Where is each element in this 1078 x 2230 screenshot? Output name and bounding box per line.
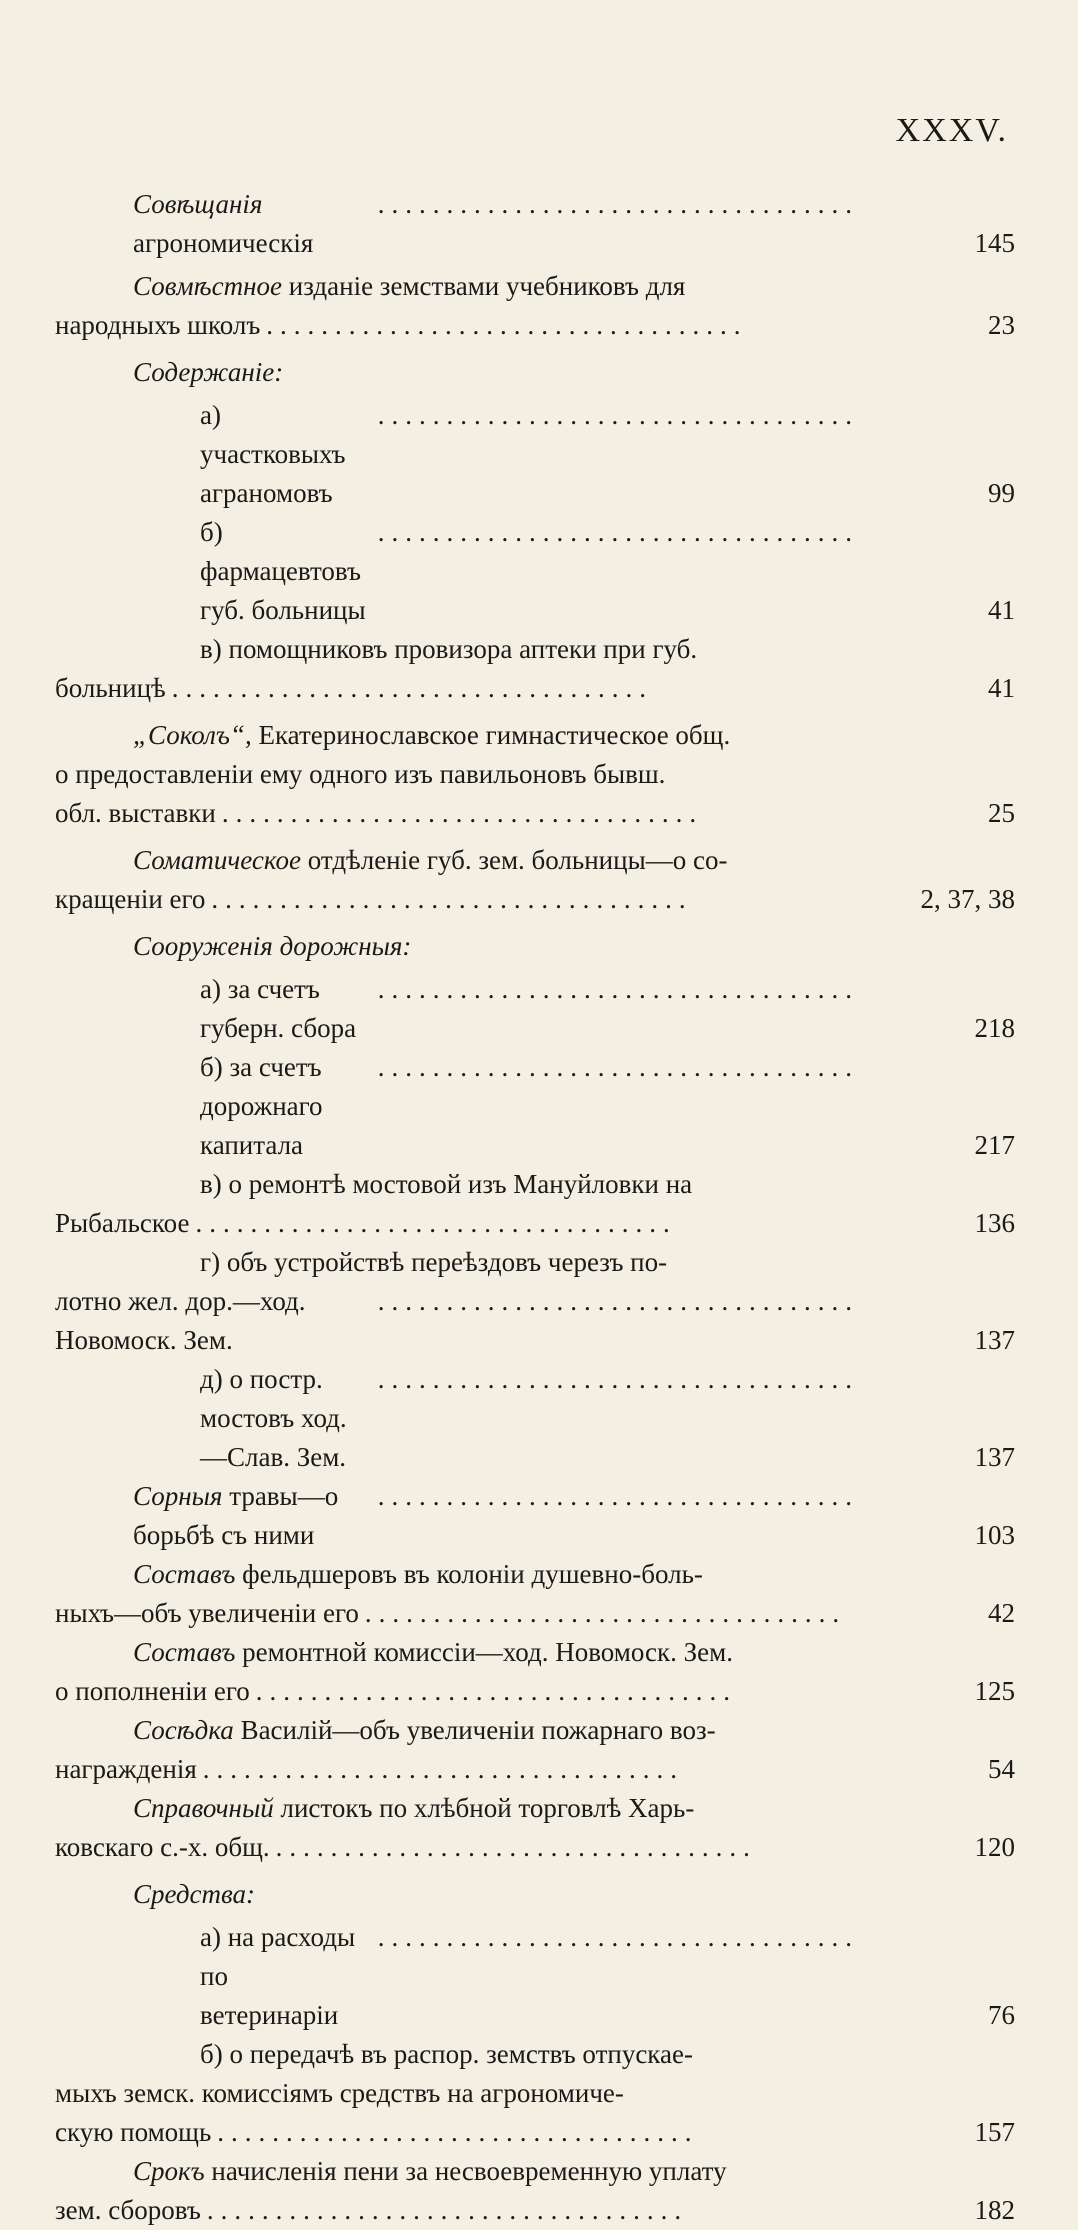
entry-text: травы—о борьбѣ съ ними xyxy=(133,1481,339,1550)
index-entry: Сорныя травы—о борьбѣ съ ними ................................... 103 xyxy=(55,1477,1015,1555)
entry-page: 157 xyxy=(974,2117,1015,2147)
entry-head: Составъ xyxy=(133,1637,236,1667)
index-entry: а) на расходы по ветеринаріи ................................... 76 xyxy=(55,1918,1015,2035)
entry-text: награжденія xyxy=(55,1754,197,1784)
entry-page: 182 xyxy=(974,2195,1015,2225)
entry-text: агрономическія xyxy=(133,228,314,258)
index-entry: в) помощниковъ провизора аптеки при губ. больницѣ ................................... 41 xyxy=(55,630,1015,708)
entry-page: 54 xyxy=(988,1754,1015,1784)
entry-text: б) за счетъ дорожнаго капитала xyxy=(200,1052,323,1160)
entry-page: 2, 37, 38 xyxy=(920,884,1015,914)
entry-page: 25 xyxy=(988,798,1015,828)
index-entry: а) участковыхъ аграномовъ ................................... 99 xyxy=(55,396,1015,513)
entry-text: ремонтной комиссіи—ход. Новомоск. Зем. xyxy=(242,1637,733,1667)
entry-head: Сосѣдка xyxy=(133,1715,234,1745)
index-entry: д) о постр. мостовъ ход.—Слав. Зем. ................................... 137 xyxy=(55,1360,1015,1477)
entry-page: 99 xyxy=(988,478,1015,508)
entry-text: а) на расходы по ветеринаріи xyxy=(200,1922,356,2030)
index-entry xyxy=(55,353,1015,392)
index-entry: Составъ фельдшеровъ въ колоніи душевно-боль- ныхъ—объ увеличеніи его ................................... 42 xyxy=(55,1555,1015,1633)
index-entry: г) объ устройствѣ переѣздовъ черезъ по- лотно жел. дор.—ход. Новомоск. Зем. ................................... 137 xyxy=(55,1243,1015,1360)
entry-head: Сооруженія дорожныя: xyxy=(133,931,412,961)
index-entry: „Соколъ“, Екатеринославское гимнастическое общ. о предоставленіи ему одного изъ павильоновъ бывш. обл. выставки ................................... 25 xyxy=(55,716,1015,833)
entry-page: 41 xyxy=(988,595,1015,625)
entry-text: Рыбальское xyxy=(55,1208,190,1238)
entry-page: 103 xyxy=(974,1520,1015,1550)
entry-text: Василій—объ увеличеніи пожарнаго воз- xyxy=(240,1715,716,1745)
entry-text: больницѣ xyxy=(55,673,166,703)
index-entry: Совѣщанія агрономическія ................................... 145 xyxy=(55,185,1015,263)
index-entry: Совмѣстное изданіе земствами учебниковъ для народныхъ школъ ................................... 23 xyxy=(55,267,1015,345)
entry-head: Совѣщанія xyxy=(133,189,263,219)
entry-text: кращеніи его xyxy=(55,884,206,914)
entry-page: 137 xyxy=(974,1442,1015,1472)
entry-text: отдѣленіе губ. зем. больницы—о со- xyxy=(307,845,728,875)
entry-text: в) помощниковъ провизора аптеки при губ. xyxy=(200,634,698,664)
index-entry xyxy=(55,927,1015,966)
entry-page: 76 xyxy=(988,2000,1015,2030)
entry-page: 125 xyxy=(974,1676,1015,1706)
entry-text: о предоставленіи ему одного изъ павильоновъ бывш. xyxy=(55,759,666,789)
index-entry: Справочный листокъ по хлѣбной торговлѣ Харь- ковскаго с.-х. общ. ................................... 120 xyxy=(55,1789,1015,1867)
index-entry: Сосѣдка Василій—объ увеличеніи пожарнаго воз- награжденія ................................... 54 xyxy=(55,1711,1015,1789)
index-entry: Срокъ начисленія пени за несвоевременную уплату зем. сборовъ ................................... 182 xyxy=(55,2152,1015,2230)
index-entry: б) о передачѣ въ распор. земствъ отпускае- мыхъ земск. комиссіямъ средствъ на агрономиче- скую помощь ................................... 157 xyxy=(55,2035,1015,2152)
entry-text: б) фармацевтовъ губ. больницы xyxy=(200,517,366,625)
entry-head: Средства: xyxy=(133,1879,255,1909)
index-entry: б) за счетъ дорожнаго капитала ................................... 217 xyxy=(55,1048,1015,1165)
entry-text: а) участковыхъ аграномовъ xyxy=(200,400,346,508)
entry-page: 218 xyxy=(974,1013,1015,1043)
entry-text: начисленія пени за несвоевременную уплату xyxy=(211,2156,727,2186)
entry-head: Срокъ xyxy=(133,2156,205,2186)
entry-page: 41 xyxy=(988,673,1015,703)
entry-page: 136 xyxy=(974,1208,1015,1238)
entry-text: ныхъ—объ увеличеніи его xyxy=(55,1598,359,1628)
entry-text: ковскаго с.-х. общ. xyxy=(55,1832,270,1862)
entry-head: Содержаніе: xyxy=(133,357,284,387)
index-entry: Составъ ремонтной комиссіи—ход. Новомоск. Зем. о пополненіи его ................................... 125 xyxy=(55,1633,1015,1711)
entry-text: о пополненіи его xyxy=(55,1676,250,1706)
entry-text: а) за счетъ губерн. сбора xyxy=(200,974,357,1043)
index-entry: а) за счетъ губерн. сбора ................................... 218 xyxy=(55,970,1015,1048)
entry-text: листокъ по хлѣбной торговлѣ Харь- xyxy=(280,1793,695,1823)
entry-text: Екатеринославское гимнастическое общ. xyxy=(258,720,731,750)
entry-page: 120 xyxy=(974,1832,1015,1862)
entry-text: лотно жел. дор.—ход. Новомоск. Зем. xyxy=(55,1286,306,1355)
entry-head: Справочный xyxy=(133,1793,274,1823)
entry-head: Сорныя xyxy=(133,1481,223,1511)
entry-text: г) объ устройствѣ переѣздовъ черезъ по- xyxy=(200,1247,668,1277)
entry-head: Совмѣстное xyxy=(133,271,283,301)
entry-text: зем. сборовъ xyxy=(55,2195,201,2225)
page-number: XXXV. xyxy=(895,112,1008,149)
entry-page: 23 xyxy=(988,310,1015,340)
entry-page: 137 xyxy=(974,1325,1015,1355)
entry-text: д) о постр. мостовъ ход.—Слав. Зем. xyxy=(200,1364,347,1472)
index-entry xyxy=(55,1875,1015,1914)
entry-page: 42 xyxy=(988,1598,1015,1628)
entry-text: фельдшеровъ въ колоніи душевно-боль- xyxy=(242,1559,703,1589)
entry-text: изданіе земствами учебниковъ для xyxy=(288,271,686,301)
entry-text: в) о ремонтѣ мостовой изъ Мануйловки на xyxy=(200,1169,693,1199)
entry-text: народныхъ школъ xyxy=(55,310,261,340)
entry-head: „Соколъ“, xyxy=(133,720,252,750)
index-list xyxy=(55,185,1015,2230)
entry-text: обл. выставки xyxy=(55,798,216,828)
entry-text: б) о передачѣ въ распор. земствъ отпускае- xyxy=(200,2039,693,2069)
index-entry: б) фармацевтовъ губ. больницы ................................... 41 xyxy=(55,513,1015,630)
entry-head: Составъ xyxy=(133,1559,236,1589)
entry-text: скую помощь xyxy=(55,2117,212,2147)
entry-page: 217 xyxy=(974,1130,1015,1160)
index-entry: Соматическое отдѣленіе губ. зем. больницы—о со- кращеніи его ................................... 2, 37, 38 xyxy=(55,841,1015,919)
index-entry: в) о ремонтѣ мостовой изъ Мануйловки на Рыбальское ................................... 136 xyxy=(55,1165,1015,1243)
entry-page: 145 xyxy=(974,228,1015,258)
entry-head: Соматическое xyxy=(133,845,301,875)
entry-text: мыхъ земск. комиссіямъ средствъ на агрономиче- xyxy=(55,2078,624,2108)
